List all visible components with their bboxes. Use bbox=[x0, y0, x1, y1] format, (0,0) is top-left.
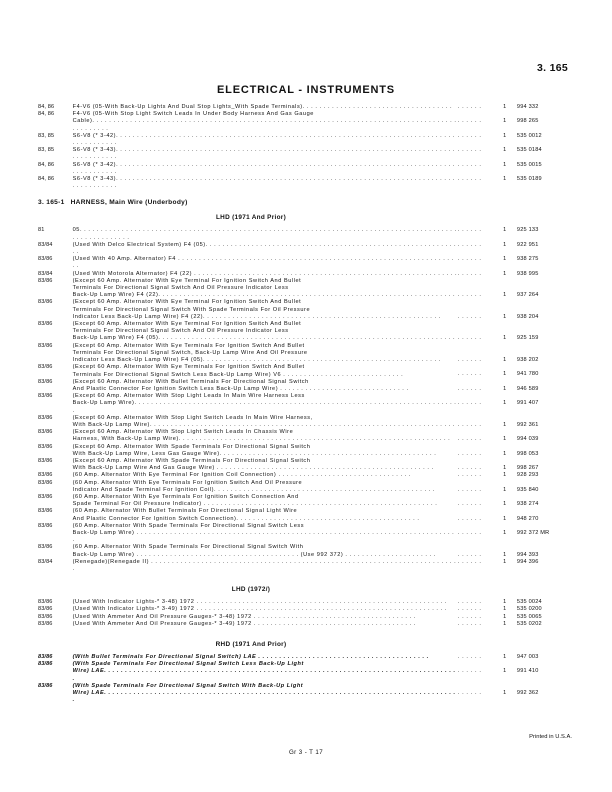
row-part-number: 938 275 bbox=[516, 256, 539, 263]
row-quantity: 1 bbox=[503, 486, 507, 493]
row-quantity: 1 bbox=[503, 501, 507, 508]
lhd-1972-table bbox=[38, 599, 574, 628]
row-part-number: 998 267 bbox=[516, 465, 539, 472]
row-part-number: 938 202 bbox=[516, 357, 539, 364]
description-line: With Back-Up Lamp Wire And Gas Gauge Wire) . . . . . . . . . . . . . . . . . . . . . . . . . . . . . . . . . . . . . . . . . . . . . . . . . . . . bbox=[72, 465, 434, 472]
table-row bbox=[38, 111, 574, 133]
page-title: ELECTRICAL - INSTRUMENTS bbox=[217, 84, 395, 96]
row-leader-dots: . . . . . . bbox=[457, 668, 482, 675]
row-model-code: 84, 86 bbox=[38, 161, 55, 168]
row-part-number: 938 995 bbox=[516, 270, 539, 277]
row-quantity: 1 bbox=[503, 161, 507, 168]
subheading-lhd-1972: LHD (1972/) bbox=[231, 586, 271, 594]
row-quantity: 1 bbox=[503, 529, 507, 536]
row-part-number: 941 780 bbox=[516, 371, 539, 378]
table-row bbox=[38, 415, 574, 429]
description-line: (Used With 40 Amp. Alternator) F4 . . . . . . . . . . . . . . . . . . . . . . . . . . . . . . . . . . . . . . . . . . . . . . . . . . . . . . . . . . . . . . . . . . . . bbox=[72, 256, 454, 270]
row-model-code: 83, 85 bbox=[38, 132, 55, 139]
description-line: And Plastic Connector For Ignition Switch Less Back-Up Lamp Wire) . . . . . . . . . . . . . . . . . . . . . . . . . . . . . . . bbox=[72, 385, 409, 392]
row-quantity: 1 bbox=[503, 176, 507, 183]
table-row bbox=[38, 494, 574, 508]
row-quantity: 1 bbox=[503, 620, 507, 627]
row-leader-dots: . . . . . . bbox=[457, 313, 482, 320]
row-model-code: 83/86 bbox=[38, 613, 53, 620]
row-quantity: 1 bbox=[503, 227, 507, 234]
row-quantity: 1 bbox=[503, 421, 507, 428]
description-line: (Except 60 Amp. Alternator With Bullet Terminals For Directional Signal Switch bbox=[72, 378, 309, 385]
row-quantity: 1 bbox=[503, 599, 507, 606]
description-line: (Except 60 Amp. Alternator With Eye Terminal For Ignition Switch And Bullet bbox=[72, 277, 302, 284]
row-part-number: 935 840 bbox=[516, 486, 539, 493]
row-model-code: 83/86 bbox=[38, 299, 53, 306]
description-line: (60 Amp. Alternator With Bullet Terminals For Directional Signal Light Wire bbox=[72, 508, 298, 515]
table-row bbox=[38, 429, 574, 443]
row-leader-dots: . . . . . . bbox=[457, 558, 482, 565]
footer-reference: Gr 3 - T 17 bbox=[288, 749, 324, 756]
row-model-code: 83/86 bbox=[38, 544, 53, 551]
page-number: 3. 165 bbox=[537, 62, 568, 74]
row-model-code: 83/84 bbox=[38, 270, 53, 277]
table-row bbox=[38, 343, 574, 365]
description-line: Wire) LAE. . . . . . . . . . . . . . . . . . . . . . . . . . . . . . . . . . . . . . . . . . . . . . . . . . . . . . . . . . . . . . . . . . . . . . . . . . . . . . . . . . . . . bbox=[72, 668, 456, 682]
table-row bbox=[38, 544, 574, 558]
section-heading bbox=[38, 199, 574, 206]
row-leader-dots: . . . . . . bbox=[457, 371, 482, 378]
row-quantity: 1 bbox=[503, 654, 507, 660]
row-part-number: 928 293 bbox=[516, 472, 539, 479]
row-quantity: 1 bbox=[503, 472, 507, 479]
row-leader-dots: . . . . . . bbox=[457, 161, 482, 168]
row-description bbox=[73, 162, 458, 176]
description-line: (Used With Indicator Lights-* 3-48) 1972 . . . . . . . . . . . . . . . . . . . . . . . . . . . . . . . . . . . . . . . . . . . . . . . . . . . . . . . . . . . . bbox=[72, 599, 447, 606]
description-line: (Except 60 Amp. Alternator With Spade Terminals For Directional Signal Switch bbox=[72, 457, 311, 464]
description-line: (Used With Ammeter And Oil Pressure Gauges-* 3-48) 1972 . . . . . . . . . . . . . . . . . . . . . . . . . . . . . . . . . . . . . . . bbox=[72, 613, 416, 620]
table-row bbox=[38, 654, 574, 661]
row-part-number: 535 0184 bbox=[516, 147, 542, 154]
row-description bbox=[73, 599, 458, 606]
row-quantity: 1 bbox=[503, 558, 507, 565]
top-parts-table bbox=[38, 104, 574, 190]
row-description bbox=[73, 227, 458, 241]
table-row bbox=[38, 278, 574, 300]
row-part-number: 998 265 bbox=[516, 118, 539, 125]
description-line: (60 Amp. Alternator With Eye Terminal For Ignition Coil Connection) . . . . . . . . . . . . . . . . . . . . . . . . . . . . . . . . bbox=[72, 472, 412, 479]
table-row bbox=[38, 444, 574, 458]
table-row bbox=[38, 271, 574, 278]
row-description bbox=[73, 415, 458, 429]
description-line: S6-V8 (* 3-43). . . . . . . . . . . . . . . . . . . . . . . . . . . . . . . . . . . . . . . . . . . . . . . . . . . . . . . . . . . . . . . . . . . . . . . . . . . . . . . . . . . . . . . . . . . . bbox=[72, 176, 455, 190]
row-quantity: 1 bbox=[503, 551, 507, 558]
row-leader-dots: . . . . . . bbox=[457, 292, 482, 299]
row-part-number: 535 0012 bbox=[516, 132, 542, 139]
table-row bbox=[38, 299, 574, 321]
row-model-code: 84, 86 bbox=[38, 176, 55, 183]
row-model-code: 83/86 bbox=[38, 443, 53, 450]
row-leader-dots: . . . . . . bbox=[457, 690, 482, 696]
description-line: Indicator Less Back-Up Lamp Wire) F4 (05). . . . . . . . . . . . . . . . . . . . . . . . . . . . . . . . . . . . . . . . . . . . . . . . . . . . . . . . . bbox=[72, 357, 441, 364]
row-description bbox=[73, 621, 458, 628]
description-line: With Back-Up Lamp Wire, Less Gas Gauge Wire). . . . . . . . . . . . . . . . . . . . . . . . . . . . . . . . . . . . . . . . . . . . . . . . . . . . bbox=[72, 450, 437, 457]
row-model-code: 83/86 bbox=[38, 429, 53, 436]
row-model-code: 83/86 bbox=[38, 682, 53, 689]
description-line: Terminals For Directional Signal Switch With Spade Terminals For Oil Pressure bbox=[72, 306, 311, 313]
description-line: And Plastic Connector For Ignition Switch Connection). . . . . . . . . . . . . . . . . . . . . . . . . . . . . . . . . . . . . . . . . . . . bbox=[72, 515, 420, 522]
row-quantity: 1 bbox=[503, 147, 507, 154]
row-model-code: 83/86 bbox=[38, 457, 53, 464]
row-description bbox=[73, 559, 458, 573]
description-line: (With Spade Terminals For Directional Signal Switch With Back-Up Light bbox=[72, 682, 304, 689]
row-leader-dots: . . . . . . bbox=[457, 465, 482, 472]
row-leader-dots: . . . . . . bbox=[457, 654, 482, 660]
row-part-number: 947 003 bbox=[516, 654, 539, 660]
row-quantity: 1 bbox=[503, 613, 507, 620]
table-row bbox=[38, 242, 574, 256]
row-leader-dots: . . . . . . bbox=[457, 270, 482, 277]
description-line: Back-Up Lamp Wire) F4 (05). . . . . . . . . . . . . . . . . . . . . . . . . . . . . . . . . . . . . . . . . . . . . . . . . . . . . . . . . . . . . . . . . . . . . . . bbox=[72, 335, 456, 342]
description-line: Wire) LAE. . . . . . . . . . . . . . . . . . . . . . . . . . . . . . . . . . . . . . . . . . . . . . . . . . . . . . . . . . . . . . . . . . . . . . . . . . . . . . . . . . . . . bbox=[72, 690, 456, 704]
description-line: Terminals For Directional Signal Switch Less Back-Up Lamp Wire) V6 . . . . . . . . . . . . . . . . . . . . . . . . . . . . . bbox=[72, 371, 404, 378]
row-quantity: 1 bbox=[503, 371, 507, 378]
row-model-code: 83/86 bbox=[38, 661, 53, 668]
row-leader-dots: . . . . . . bbox=[457, 335, 482, 342]
description-line: (Except 60 Amp. Alternator With Stop Light Switch Leads In Main Wire Harness, bbox=[72, 414, 313, 421]
row-model-code: 84, 86 bbox=[38, 104, 55, 110]
row-quantity: 1 bbox=[503, 118, 507, 125]
row-description bbox=[73, 480, 458, 494]
row-leader-dots: . . . . . . bbox=[457, 436, 482, 443]
table-row bbox=[38, 606, 574, 613]
row-leader-dots: . . . . . . bbox=[457, 256, 482, 263]
table-row bbox=[38, 379, 574, 393]
row-model-code: 83/86 bbox=[38, 508, 53, 515]
row-part-number: 994 039 bbox=[516, 436, 539, 443]
table-row bbox=[38, 321, 574, 343]
row-leader-dots: . . . . . . bbox=[457, 400, 482, 407]
row-leader-dots: . . . . . . bbox=[457, 357, 482, 364]
row-model-code: 83/86 bbox=[38, 522, 53, 529]
row-quantity: 1 bbox=[503, 606, 507, 613]
row-leader-dots: . . . . . . bbox=[457, 118, 482, 125]
table-row bbox=[38, 393, 574, 415]
row-leader-dots: . . . . . . bbox=[457, 501, 482, 508]
row-description bbox=[73, 606, 458, 613]
subheading-lhd-1971: LHD (1971 And Prior) bbox=[215, 214, 287, 222]
description-line: (Except 60 Amp. Alternator With Eye Terminal For Ignition Switch And Bullet bbox=[72, 321, 302, 328]
description-line: (Used With Ammeter And Oil Pressure Gauges-* 3-49) 1972 . . . . . . . . . . . . . . . . . . . . . . . . . . . . . . . . . . . . . . . bbox=[72, 620, 416, 627]
description-line: Cable). . . . . . . . . . . . . . . . . . . . . . . . . . . . . . . . . . . . . . . . . . . . . . . . . . . . . . . . . . . . . . . . . . . . . . . . . . . . . . . . . . . . . . . . . . . . . . . . bbox=[72, 118, 457, 132]
row-leader-dots: . . . . . . bbox=[457, 241, 482, 248]
row-part-number: 925 159 bbox=[516, 335, 539, 342]
row-description bbox=[73, 393, 458, 415]
row-model-code: 83/86 bbox=[38, 364, 53, 371]
row-part-number: 946 589 bbox=[516, 385, 539, 392]
section-number: 3. 165-1 bbox=[38, 199, 65, 207]
table-row bbox=[38, 621, 574, 628]
row-quantity: 1 bbox=[503, 241, 507, 248]
row-model-code: 83/86 bbox=[38, 414, 53, 421]
row-description bbox=[73, 147, 458, 161]
description-line: Indicator Less Back-Up Lamp Wire) F4 (22). . . . . . . . . . . . . . . . . . . . . . . . . . . . . . . . . . . . . . . . . . . . . . . . . . . . . . . . . bbox=[72, 313, 441, 320]
table-row bbox=[38, 480, 574, 494]
row-model-code: 83/86 bbox=[38, 472, 53, 479]
row-leader-dots: . . . . . . bbox=[457, 450, 482, 457]
row-description bbox=[73, 256, 458, 270]
row-description bbox=[73, 104, 458, 111]
row-model-code: 84, 86 bbox=[38, 111, 55, 118]
table-row bbox=[38, 599, 574, 606]
row-part-number: 948 270 bbox=[516, 515, 539, 522]
row-quantity: 1 bbox=[503, 313, 507, 320]
description-line: Indicator And Spade Terminal For Ignition Coil). . . . . . . . . . . . . . . . . . . . . . . . . . . . . . . . . . . . . . . . . . . . . . . . . . . . . bbox=[72, 486, 435, 493]
row-description bbox=[73, 494, 458, 508]
description-line: (With Spade Terminals For Directional Signal Switch Less Back-Up Light bbox=[72, 661, 304, 668]
row-quantity: 1 bbox=[503, 104, 507, 110]
row-part-number: 991 410 bbox=[516, 668, 539, 675]
table-row bbox=[38, 559, 574, 573]
row-part-number: 998 053 bbox=[516, 450, 539, 457]
rhd-1971-table bbox=[38, 654, 574, 704]
table-row bbox=[38, 133, 574, 147]
row-model-code: 83/84 bbox=[38, 558, 53, 565]
row-leader-dots: . . . . . . bbox=[457, 472, 482, 479]
row-part-number: 535 0189 bbox=[516, 176, 542, 183]
row-quantity: 1 bbox=[503, 335, 507, 342]
row-part-number: 994 396 bbox=[516, 558, 539, 565]
row-description bbox=[73, 458, 458, 472]
row-part-number: 535 0024 bbox=[516, 599, 542, 606]
description-line: (Used With Indicator Lights-* 3-49) 1972 . . . . . . . . . . . . . . . . . . . . . . . . . . . . . . . . . . . . . . . . . . . . . . . . . . . . . . . . . . . . bbox=[72, 606, 447, 613]
row-description bbox=[73, 278, 458, 300]
row-model-code: 83/86 bbox=[38, 393, 53, 400]
row-model-code: 83/86 bbox=[38, 599, 53, 606]
description-line: S6-V8 (* 3-42). . . . . . . . . . . . . . . . . . . . . . . . . . . . . . . . . . . . . . . . . . . . . . . . . . . . . . . . . . . . . . . . . . . . . . . . . . . . . . . . . . . . . . . . . . . . bbox=[72, 132, 455, 147]
row-quantity: 1 bbox=[503, 385, 507, 392]
row-description bbox=[73, 299, 458, 321]
row-quantity: 1 bbox=[503, 515, 507, 522]
description-line: (Used With Motorola Alternator) F4 (22) . . . . . . . . . . . . . . . . . . . . . . . . . . . . . . . . . . . . . . . . . . . . . . . . . . . . . . . . . . . . . . . bbox=[72, 270, 458, 277]
row-description bbox=[73, 661, 458, 683]
row-description bbox=[73, 683, 458, 705]
row-quantity: 1 bbox=[503, 256, 507, 263]
subheading-rhd-1971: RHD (1971 And Prior) bbox=[215, 641, 287, 648]
row-description bbox=[73, 654, 458, 661]
row-description bbox=[73, 472, 458, 479]
table-row bbox=[38, 162, 574, 176]
row-part-number: 992 372 MR bbox=[516, 529, 550, 536]
row-model-code: 83/86 bbox=[38, 620, 53, 627]
description-line: S6-V8 (* 3-43). . . . . . . . . . . . . . . . . . . . . . . . . . . . . . . . . . . . . . . . . . . . . . . . . . . . . . . . . . . . . . . . . . . . . . . . . . . . . . . . . . . . . . . . . . . . bbox=[72, 147, 455, 161]
row-description bbox=[73, 321, 458, 343]
row-part-number: 994 393 bbox=[516, 551, 539, 558]
description-line: (Except 60 Amp. Alternator With Eye Terminals For Ignition Switch And Bullet bbox=[72, 342, 305, 349]
table-row bbox=[38, 472, 574, 479]
row-quantity: 1 bbox=[503, 400, 507, 407]
description-line: (60 Amp. Alternator With Spade Terminals For Directional Signal Switch With bbox=[72, 544, 304, 551]
row-part-number: 922 951 bbox=[516, 241, 539, 248]
row-part-number: 937 264 bbox=[516, 292, 539, 299]
description-line: Terminals For Directional Signal Switch And Oil Pressure Indicator Less bbox=[72, 285, 289, 292]
table-row bbox=[38, 508, 574, 522]
row-description bbox=[73, 614, 458, 621]
row-description bbox=[73, 271, 458, 278]
description-line: (Except 60 Amp. Alternator With Stop Light Leads In Main Wire Harness Less bbox=[72, 393, 305, 400]
row-description bbox=[73, 176, 458, 190]
description-line: Spade Terminal For Oil Pressure Indicator) . . . . . . . . . . . . . . . . . . . . . . . . . . . . . . . . . . . . . . . . . . . . . . . . . . . . . . . . bbox=[72, 501, 438, 508]
row-part-number: 535 0202 bbox=[516, 620, 542, 627]
row-description bbox=[73, 364, 458, 378]
row-description bbox=[73, 508, 458, 522]
description-line: F4-V6 (05-With Back-Up Lights And Dual Stop Lights_With Spade Terminals). . . . . . . . . . . . . . . . . . . . . . . . . . . . . . . . . . . . bbox=[72, 104, 453, 110]
description-line: (Used With Delco Electrical System) F4 (05). . . . . . . . . . . . . . . . . . . . . . . . . . . . . . . . . . . . . . . . . . . . . . . . . . . . . . . . . . . . . . bbox=[72, 241, 457, 256]
row-description bbox=[73, 111, 458, 133]
row-leader-dots: . . . . . . bbox=[457, 606, 482, 613]
table-row bbox=[38, 364, 574, 378]
row-description bbox=[73, 343, 458, 365]
row-quantity: 1 bbox=[503, 436, 507, 443]
row-model-code: 83/84 bbox=[38, 241, 53, 248]
row-part-number: 925 133 bbox=[516, 227, 539, 234]
row-model-code: 83/86 bbox=[38, 256, 53, 263]
description-line: (60 Amp. Alternator With Eye Terminals For Ignition Switch And Oil Pressure bbox=[72, 479, 303, 486]
section-title: HARNESS, Main Wire (Underbody) bbox=[70, 199, 188, 207]
description-line: (Except 60 Amp. Alternator With Eye Terminals For Ignition Switch And Bullet bbox=[72, 364, 305, 371]
table-row bbox=[38, 104, 574, 111]
row-description bbox=[73, 523, 458, 545]
description-line: Terminals For Directional Signal Switch And Oil Pressure Indicator Less bbox=[72, 328, 289, 335]
table-row bbox=[38, 458, 574, 472]
row-leader-dots: . . . . . . bbox=[457, 147, 482, 154]
description-line: (Except 60 Amp. Alternator With Spade Terminals For Directional Signal Switch bbox=[72, 443, 311, 450]
row-leader-dots: . . . . . . bbox=[457, 176, 482, 183]
description-line: Back-Up Lamp Wire) . . . . . . . . . . . . . . . . . . . . . . . . . . . . . . . . . . . . . . . (Use 992 372) . . . . . . . . . . . . . . . . . . . . . . bbox=[72, 551, 436, 558]
table-row bbox=[38, 227, 574, 241]
description-line: (Except 60 Amp. Alternator With Stop Light Switch Leads In Chassis Wire bbox=[72, 429, 294, 436]
row-part-number: 535 0015 bbox=[516, 161, 542, 168]
page-content bbox=[38, 104, 574, 704]
row-leader-dots: . . . . . . bbox=[457, 104, 482, 110]
row-leader-dots: . . . . . . bbox=[457, 620, 482, 627]
row-description bbox=[73, 133, 458, 147]
row-leader-dots: . . . . . . bbox=[457, 486, 482, 493]
table-row bbox=[38, 176, 574, 190]
row-model-code: 83/86 bbox=[38, 321, 53, 328]
row-model-code: 83, 85 bbox=[38, 147, 55, 154]
description-line: (Except 60 Amp. Alternator With Eye Terminal For Ignition Switch And Bullet bbox=[72, 299, 302, 306]
description-line: (60 Amp. Alternator With Eye Terminals For Ignition Switch Connection And bbox=[72, 493, 299, 500]
row-description bbox=[73, 429, 458, 443]
lhd-1971-table bbox=[38, 227, 574, 573]
description-line: (Renegade)(Renegade II) . . . . . . . . . . . . . . . . . . . . . . . . . . . . . . . . . . . . . . . . . . . . . . . . . . . . . . . . . . . . . . . . . . . . . . . . . . bbox=[72, 558, 457, 572]
row-quantity: 1 bbox=[503, 465, 507, 472]
row-model-code: 83/86 bbox=[38, 277, 53, 284]
table-row bbox=[38, 614, 574, 621]
row-description bbox=[73, 444, 458, 458]
row-quantity: 1 bbox=[503, 690, 507, 696]
row-model-code: 83/86 bbox=[38, 342, 53, 349]
table-row bbox=[38, 683, 574, 705]
row-model-code: 83/86 bbox=[38, 606, 53, 613]
description-line: Back-Up Lamp Wire) . . . . . . . . . . . . . . . . . . . . . . . . . . . . . . . . . . . . . . . . . . . . . . . . . . . . . . . . . . . . . . . . . . . . . . . . . . . . . bbox=[72, 529, 455, 544]
row-leader-dots: . . . . . . bbox=[457, 421, 482, 428]
row-part-number: 938 274 bbox=[516, 501, 539, 508]
row-leader-dots: . . . . . . bbox=[457, 515, 482, 522]
row-part-number: 992 361 bbox=[516, 421, 539, 428]
row-part-number: 535 0065 bbox=[516, 613, 542, 620]
description-line: (60 Amp. Alternator With Spade Terminals For Directional Signal Switch Less bbox=[72, 522, 305, 529]
row-quantity: 1 bbox=[503, 357, 507, 364]
row-leader-dots: . . . . . . bbox=[457, 551, 482, 558]
row-part-number: 991 407 bbox=[516, 400, 539, 407]
row-part-number: 992 362 bbox=[516, 690, 539, 696]
row-leader-dots: . . . . . . bbox=[457, 385, 482, 392]
row-model-code: 83/86 bbox=[38, 493, 53, 500]
row-quantity: 1 bbox=[503, 292, 507, 299]
row-leader-dots: . . . . . . bbox=[457, 613, 482, 620]
description-line: 05. . . . . . . . . . . . . . . . . . . . . . . . . . . . . . . . . . . . . . . . . . . . . . . . . . . . . . . . . . . . . . . . . . . . . . . . . . . . . . . . . . . . . . . . . . . . . . . . . . . . . . . . bbox=[72, 227, 457, 241]
description-line: Back-Up Lamp Wire). . . . . . . . . . . . . . . . . . . . . . . . . . . . . . . . . . . . . . . . . . . . . . . . . . . . . . . . . . . . . . . . . . . . . . . . . . . . . . bbox=[72, 400, 457, 414]
description-line: (With Bullet Terminals For Directional Signal Switch) LAE . . . . . . . . . . . . . . . . . . . . . . . . . . . . . . . . . . . . . . . . . bbox=[72, 654, 429, 660]
row-part-number: 535 0200 bbox=[516, 606, 542, 613]
row-quantity: 1 bbox=[503, 132, 507, 139]
description-line: Terminals For Directional Signal Switch, Back-Up Lamp Wire And Oil Pressure bbox=[72, 349, 308, 356]
description-line: Back-Up Lamp Wire) F4 (22). . . . . . . . . . . . . . . . . . . . . . . . . . . . . . . . . . . . . . . . . . . . . . . . . . . . . . . . . . . . . . . . . . . . . . . bbox=[72, 292, 456, 299]
table-row bbox=[38, 523, 574, 545]
print-note: Printed in U.S.A. bbox=[529, 734, 572, 740]
table-row bbox=[38, 661, 574, 683]
description-line: With Back-Up Lamp Wire). . . . . . . . . . . . . . . . . . . . . . . . . . . . . . . . . . . . . . . . . . . . . . . . . . . . . . . . . . . . . . . . . . . . . . . . . bbox=[72, 421, 456, 428]
row-model-code: 83/86 bbox=[38, 479, 53, 486]
row-quantity: 1 bbox=[503, 270, 507, 277]
row-leader-dots: . . . . . . bbox=[457, 599, 482, 606]
row-part-number: 994 332 bbox=[516, 104, 539, 110]
row-leader-dots: . . . . . . bbox=[457, 529, 482, 536]
row-leader-dots: . . . . . . bbox=[457, 132, 482, 139]
description-line: S6-V8 (* 3-42). . . . . . . . . . . . . . . . . . . . . . . . . . . . . . . . . . . . . . . . . . . . . . . . . . . . . . . . . . . . . . . . . . . . . . . . . . . . . . . . . . . . . . . . . . . . bbox=[72, 161, 455, 175]
row-part-number: 938 204 bbox=[516, 313, 539, 320]
row-model-code: 83/86 bbox=[38, 654, 53, 660]
row-description bbox=[73, 544, 458, 558]
description-line: Harness, With Back-Up Lamp Wire). . . . . . . . . . . . . . . . . . . . . . . . . . . . . . . . . . . . . . . . . . . . . . . . . . . . . . . . . . . . . . . . . bbox=[72, 436, 451, 443]
row-model-code: 83/86 bbox=[38, 378, 53, 385]
row-leader-dots: . . . . . . bbox=[457, 227, 482, 234]
table-row bbox=[38, 256, 574, 270]
table-row bbox=[38, 147, 574, 161]
row-quantity: 1 bbox=[503, 450, 507, 457]
row-description bbox=[73, 379, 458, 393]
row-quantity: 1 bbox=[503, 668, 507, 675]
row-description bbox=[73, 242, 458, 256]
description-line: F4-V6 (05-With Stop Light Switch Leads In Under Body Harness And Gas Gauge bbox=[72, 111, 314, 118]
row-model-code: 81 bbox=[38, 227, 45, 234]
